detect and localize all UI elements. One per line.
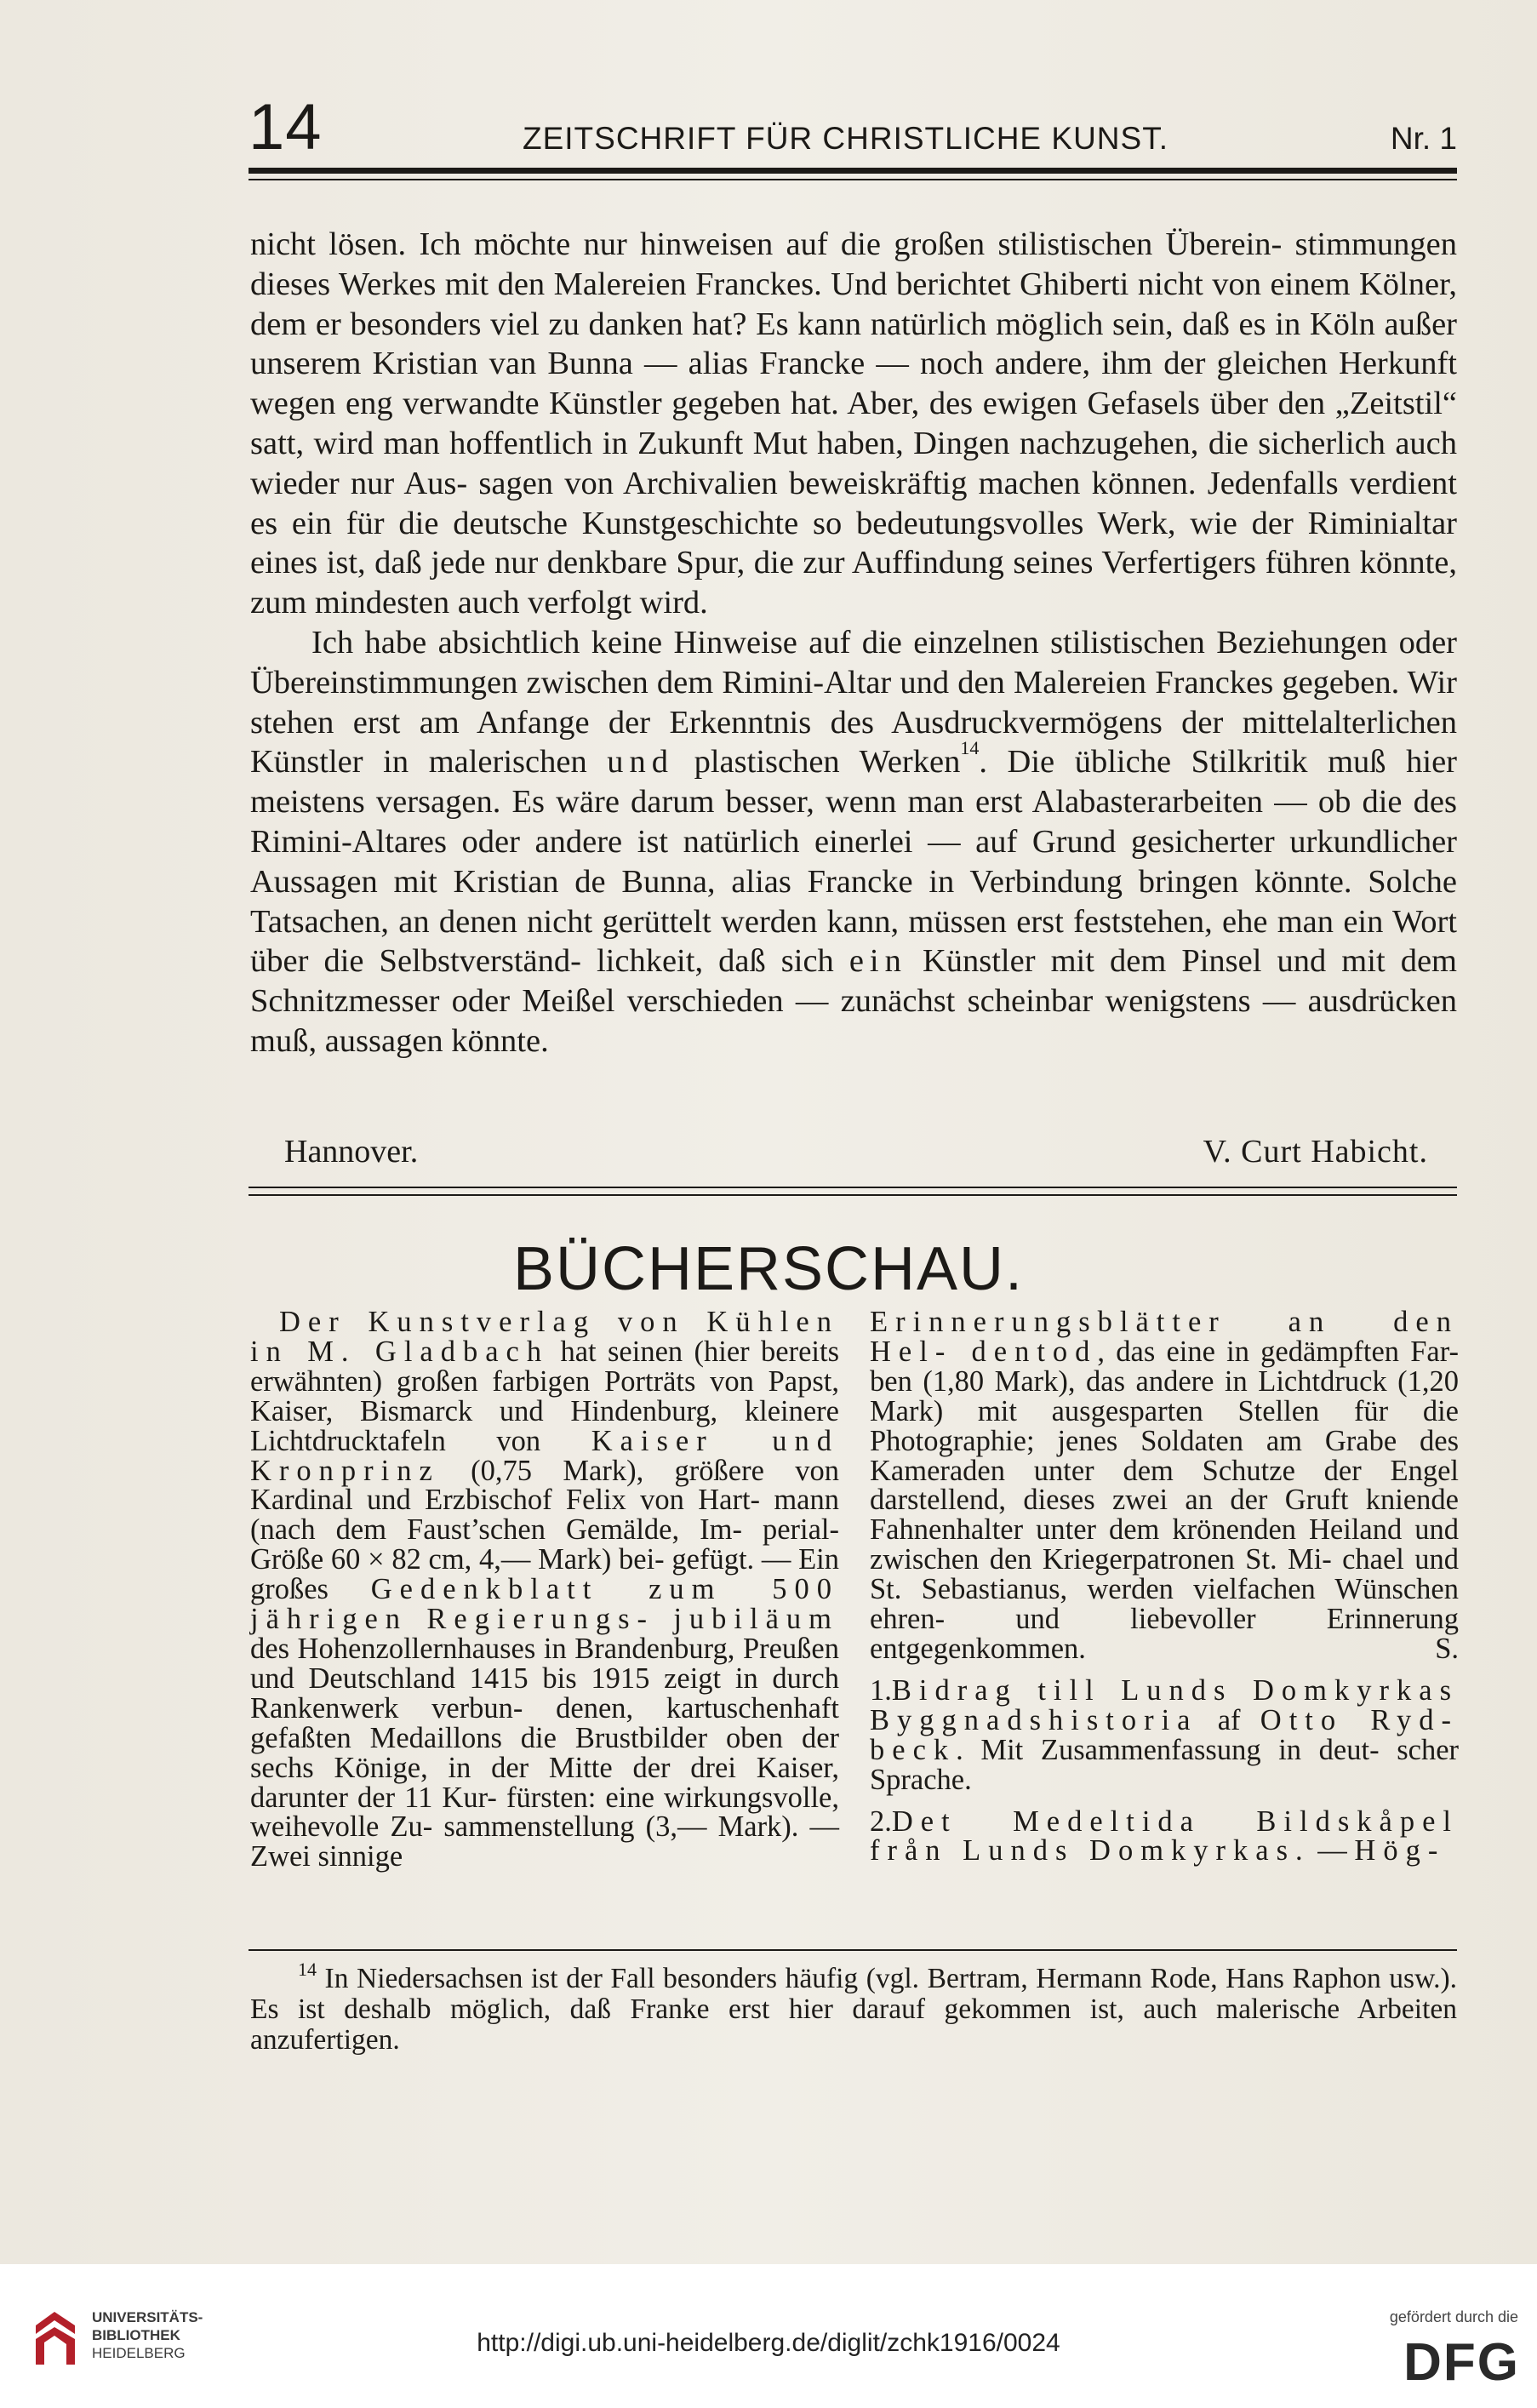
review-column-right (870, 1307, 1459, 1866)
review-right-paragraph: Erinnerungsblätter an den Hel- dentod, das eine in gedämpften Far- ben (1,80 Mark), das andere in Lichtdruck (1,20 Mark) mit ausgesparten Stellen für die Photographie; jenes Soldaten am Grabe des Kameraden unter dem Schutze der Engel darstellend, dieses zwei an der Gruft kniende Fahnenhalter unter dem krönenden Heiland und zwischen den Kriegerpatronen St. Mi- chael und St. Sebastianus, werden vielfachen Wünschen ehren- und liebevoller Erinnerung entgegenkommen. S. (870, 1306, 1460, 1665)
article-paragraph-2: Ich habe absichtlich keine Hinweise auf die einzelnen stilistischen Beziehungen oder Übereinstimmungen zwischen dem Rimini-Altar und den Malereien Franckes gegeben. Wir stehen erst am Anfange der Erkenntnis des Ausdruckvermögens der mittelalterlichen Künstler in malerischen und plastischen Werken$^{14}$. Die übliche Stilkritik muß hier meistens versagen. Es wäre darum besser, wenn man erst Alabasterarbeiten — ob die des Rimini-Altares oder andere ist natürlich einerlei — auf Grund gesicherter urkundlicher Aussagen mit Kristian de Bunna, alias Francke in Verbindung bringen könnte. Solche Tatsachen, an denen nicht gerüttelt werden kann, müssen erst feststehen, ehe man ein Wort über die Selbstverständ- lichkeit, daß sich ein Künstler mit dem Pinsel und mit dem Schnitzmesser oder Meißel verschieden — zunächst scheinbar wenigstens — ausdrücken muß, aussagen könnte. (250, 624, 1457, 1059)
issue-number: Nr. 1 (1390, 121, 1457, 156)
dfg-logo: DFG (1403, 2333, 1520, 2392)
footnote-rule (249, 1949, 1457, 1951)
review-list-item-2: 2.Det Medeltida Bildskåpel från Lunds Domkyrkas. — Hög- (870, 1805, 1459, 1867)
emphasis-und: und (607, 744, 675, 781)
footnote-text: $^{14}$ In Niedersachsen ist der Fall besonders häufig (vgl. Bertram, Hermann Rode, Hans Raphon usw.). Es ist deshalb möglich, daß Franke erst hier darauf gekommen ist, auch malerische Arbeiten anzufertigen. (250, 1959, 1457, 2056)
signature-author: V. Curt Habicht. (1203, 1134, 1428, 1170)
running-header (249, 91, 1457, 172)
review-left-paragraph: Der Kunstverlag von Kühlen in M. Gladbach hat seinen (hier bereits erwähnten) großen farbigen Porträts von Papst, Kaiser, Bismarck und Hindenburg, kleinere Lichtdrucktafeln von Kaiser und Kronprinz (0,75 Mark), größere von Kardinal und Erzbischof Felix von Hart- mann (nach dem Faust’schen Gemälde, Im- perial-Größe 60 × 82 cm, 4,— Mark) bei- gefügt. — Ein großes Gedenkblatt zum 500 jährigen Regierungs- jubiläum des Hohenzollernhauses in Brandenburg, Preußen und Deutschland 1415 bis 1915 zeigt in durch Rankenwerk verbun- denen, kartuschenhaft gefaßten Medaillons die Brustbilder oben der sechs Könige, in der Mitte der drei Kaiser, darunter der 11 Kur- fürsten: eine wirkungsvolle, weihevolle Zu- sammenstellung (3,— Mark). — Zwei sinnige (250, 1306, 839, 1873)
review-list-item-1: 1.Bidrag till Lunds Domkyrkas Byggnadshistoria af Otto Ryd- beck. Mit Zusammenfassung in deut- scher Sprache. (870, 1673, 1459, 1796)
footnote-reference: 14 (960, 737, 980, 759)
article-body (250, 225, 1457, 1061)
section-title: BÜCHERSCHAU. (512, 1235, 1025, 1303)
footnote (250, 1959, 1457, 2056)
section-rule-top (249, 1187, 1457, 1188)
source-url-link[interactable]: http://digi.ub.uni-heidelberg.de/diglit/zchk1916/0024 (477, 2329, 1060, 2357)
signature-place: Hannover. (284, 1134, 419, 1170)
review-signature: S. (1435, 1632, 1459, 1665)
library-name: UNIVERSITÄTS- BIBLIOTHEK HEIDELBERG (92, 2309, 203, 2361)
article-paragraph-1: nicht lösen. Ich möchte nur hinweisen auf die großen stilistischen Überein- stimmungen dieses Werkes mit den Malereien Franckes. Und berichtet Ghiberti nicht von einem Kölner, dem er besonders viel zu danken hat? Es kann natürlich möglich sein, daß es in Köln außer unserem Kristian van Bunna — alias Francke — noch andere, ihm der gleichen Herkunft wegen eng verwandte Künstler gegeben hat. Aber, des ewigen Gefasels über den „Zeitstil“ satt, wird man hoffentlich in Zukunft Mut haben, Dingen nachzugehen, die sicherlich auch wieder nur Aus- sagen von Archivalien beweiskräftig machen können. Jedenfalls verdient es ein für die deutsche Kunstgeschichte so bedeutungsvolles Werk, wie der Riminialtar eines ist, daß jede nur denkbare Spur, die zur Auffindung seines Verfertigers führen könnte, zum mindesten auch verfolgt wird. (250, 226, 1457, 621)
emphasis-ein: ein (848, 943, 907, 980)
header-rule-thin (249, 179, 1457, 180)
review-column-left (250, 1307, 839, 1872)
page-number: 14 (249, 91, 323, 163)
section-rule-bottom (249, 1194, 1457, 1196)
funding-caption: gefördert durch die (1389, 2308, 1518, 2325)
header-rule-thick (249, 168, 1457, 174)
footnote-number: 14 (298, 1959, 317, 1980)
journal-title: ZEITSCHRIFT FÜR CHRISTLICHE KUNST. (523, 121, 1168, 156)
